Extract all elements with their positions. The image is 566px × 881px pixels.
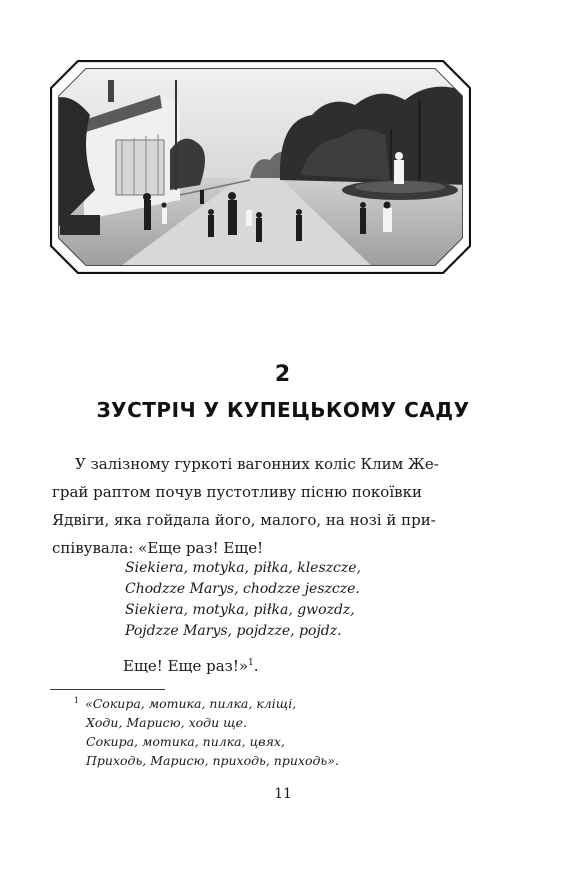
footnote-number: 1 [74,695,80,705]
verse-line: Siekiera, motyka, piłka, gwozdz, [125,602,355,618]
verse-line: Siekiera, motyka, piłka, kleszcze, [125,560,361,576]
footnote-line: Ходи, Марисю, ходи ще. [86,715,248,730]
chapter-photo [50,60,471,274]
footnote-divider [50,689,165,690]
chapter-photo-frame [50,60,471,274]
footnote-reference[interactable]: 1 [248,658,254,668]
closing-text: Еще! Еще раз!» [123,657,249,675]
body-line: грай раптом почув пустотливу пісню покоївки [52,483,422,501]
song-verse [125,558,361,642]
verse-line: Pojdzze Marys, pojdzze, pojdz. [125,623,342,639]
chapter-title: ЗУСТРІЧ У КУПЕЦЬКОМУ САДУ [96,398,470,422]
body-line: співувала: «Еще раз! Еще! [52,539,264,557]
footnote-line [74,694,339,713]
closing-punctuation: . [253,657,259,675]
body-paragraph [52,450,471,562]
footnote [74,694,339,770]
footnote-line: Приходь, Марисю, приходь, приходь». [86,753,339,768]
body-line: Ядвіги, яка гойдала його, малого, на нозі й при- [52,511,436,529]
footnote-line: Сокира, мотика, пилка, цвях, [86,734,285,749]
footnote-line-text: «Сокира, мотика, пилка, кліщі, [85,696,297,711]
body-line: У залізному гуркоті вагонних коліс Клим Же- [75,455,439,473]
page-number: 11 [274,786,292,802]
verse-line: Chodzze Marys, chodzze jeszcze. [125,581,360,597]
chapter-number: 2 [274,362,292,387]
closing-line [123,655,259,677]
